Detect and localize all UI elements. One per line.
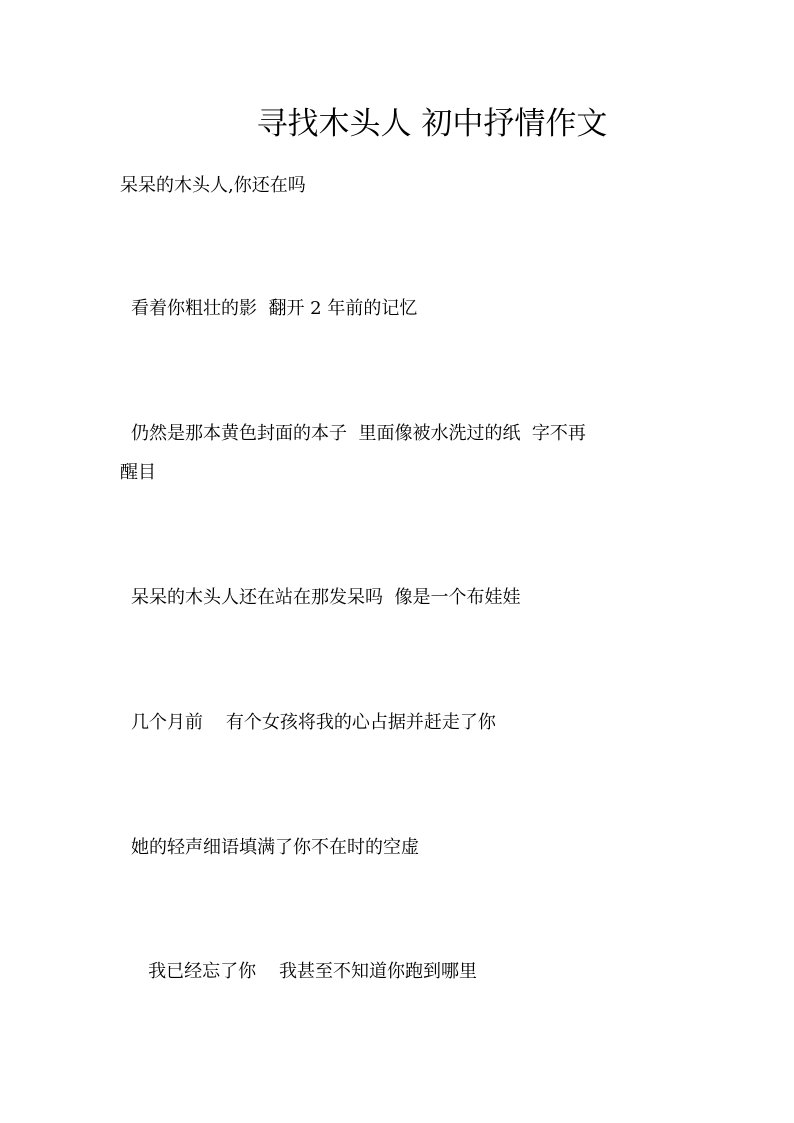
text-line: 我已经忘了你 我甚至不知道你跑到哪里 <box>131 961 478 982</box>
text-line: 看着你粗壮的影 翻开 2 年前的记忆 <box>131 298 418 319</box>
document-title: 寻找木头人 初中抒情作文 <box>256 106 608 142</box>
text-line: 仍然是那本黄色封面的本子 里面像被水洗过的纸 字不再 <box>131 423 586 444</box>
text-line: 几个月前 有个女孩将我的心占据并赶走了你 <box>131 712 496 733</box>
text-line: 醒目 <box>120 462 156 483</box>
text-line: 她的轻声细语填满了你不在时的空虚 <box>131 837 419 858</box>
text-line: 呆呆的木头人还在站在那发呆吗 像是一个布娃娃 <box>131 587 521 608</box>
text-line: 呆呆的木头人,你还在吗 <box>120 175 306 196</box>
